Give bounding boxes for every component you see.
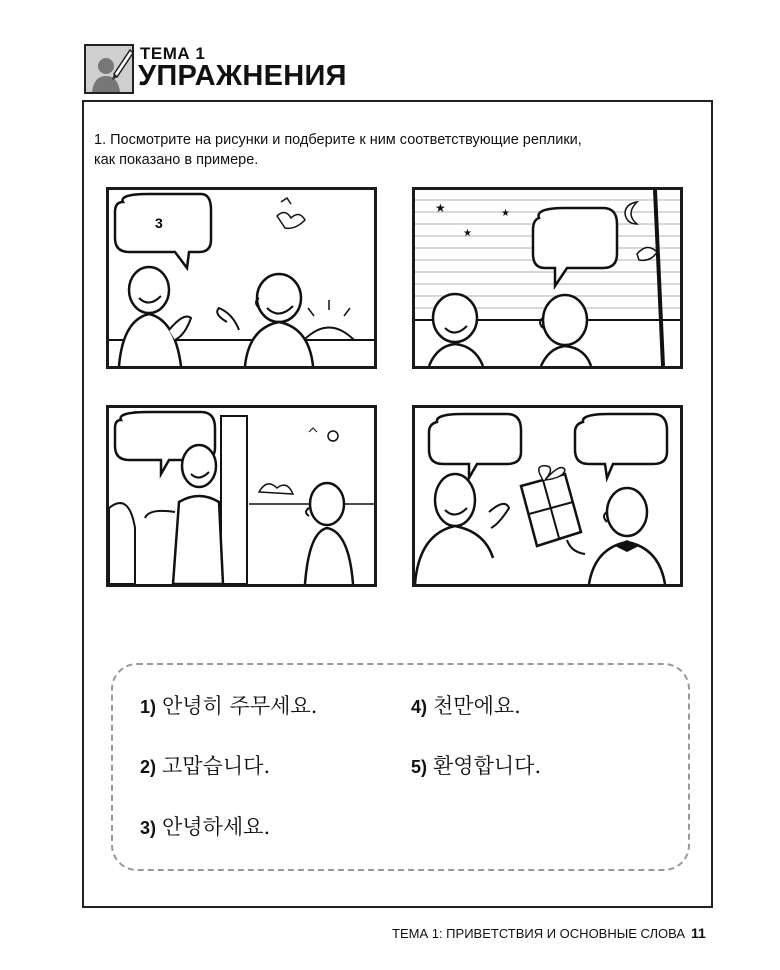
- answer-options-box: [111, 663, 690, 871]
- comic-panel-gift-thanks: [412, 405, 683, 587]
- svg-text:★: ★: [435, 201, 446, 215]
- running-title: ТЕМА 1: ПРИВЕТСТВИЯ И ОСНОВНЫЕ СЛОВА: [392, 926, 686, 941]
- gift-thanks-illustration: [415, 408, 680, 584]
- answer-text: 안녕하세요.: [162, 815, 271, 839]
- section-title: УПРАЖНЕНИЯ: [138, 60, 347, 92]
- example-answer-number: 3: [155, 215, 163, 231]
- comic-panel-welcome-at-door: [106, 405, 377, 587]
- topic-label: ТЕМА 1: [140, 44, 206, 63]
- instruction-line-2: как показано в примере.: [94, 152, 259, 168]
- answer-option-5: [411, 750, 541, 780]
- answer-number: 1): [140, 697, 157, 717]
- speech-bubble-empty: [429, 414, 521, 478]
- answer-number: 3): [140, 818, 157, 838]
- night-goodbye-illustration: [415, 190, 680, 366]
- answer-option-1: [140, 690, 317, 720]
- answer-option-4: [411, 690, 521, 720]
- answer-text: 천만에요.: [433, 694, 521, 718]
- speech-bubble-example: [115, 194, 211, 268]
- comic-panel-night-goodbye: [412, 187, 683, 369]
- answer-text: 안녕히 주무세요.: [162, 694, 318, 718]
- page-footer: [392, 925, 706, 941]
- answer-text: 고맙습니다.: [162, 754, 271, 778]
- welcome-at-door-illustration: [109, 408, 374, 584]
- instruction-line-1: 1. Посмотрите на рисунки и подберите к ним соответствующие реплики,: [94, 132, 582, 148]
- svg-text:★: ★: [501, 208, 510, 219]
- answer-text: 환영합니다.: [433, 754, 542, 778]
- writing-person-icon: [84, 44, 134, 94]
- svg-text:★: ★: [463, 228, 472, 239]
- comic-panel-morning-greeting: [106, 187, 377, 369]
- speech-bubble-empty: [575, 414, 667, 478]
- page-number: 11: [691, 925, 706, 941]
- answer-number: 4): [411, 697, 428, 717]
- answer-option-2: [140, 750, 270, 780]
- answer-number: 2): [140, 757, 157, 777]
- exercise-instruction: [94, 130, 694, 170]
- answer-number: 5): [411, 757, 428, 777]
- answer-option-3: [140, 811, 270, 841]
- morning-greeting-illustration: [109, 190, 374, 366]
